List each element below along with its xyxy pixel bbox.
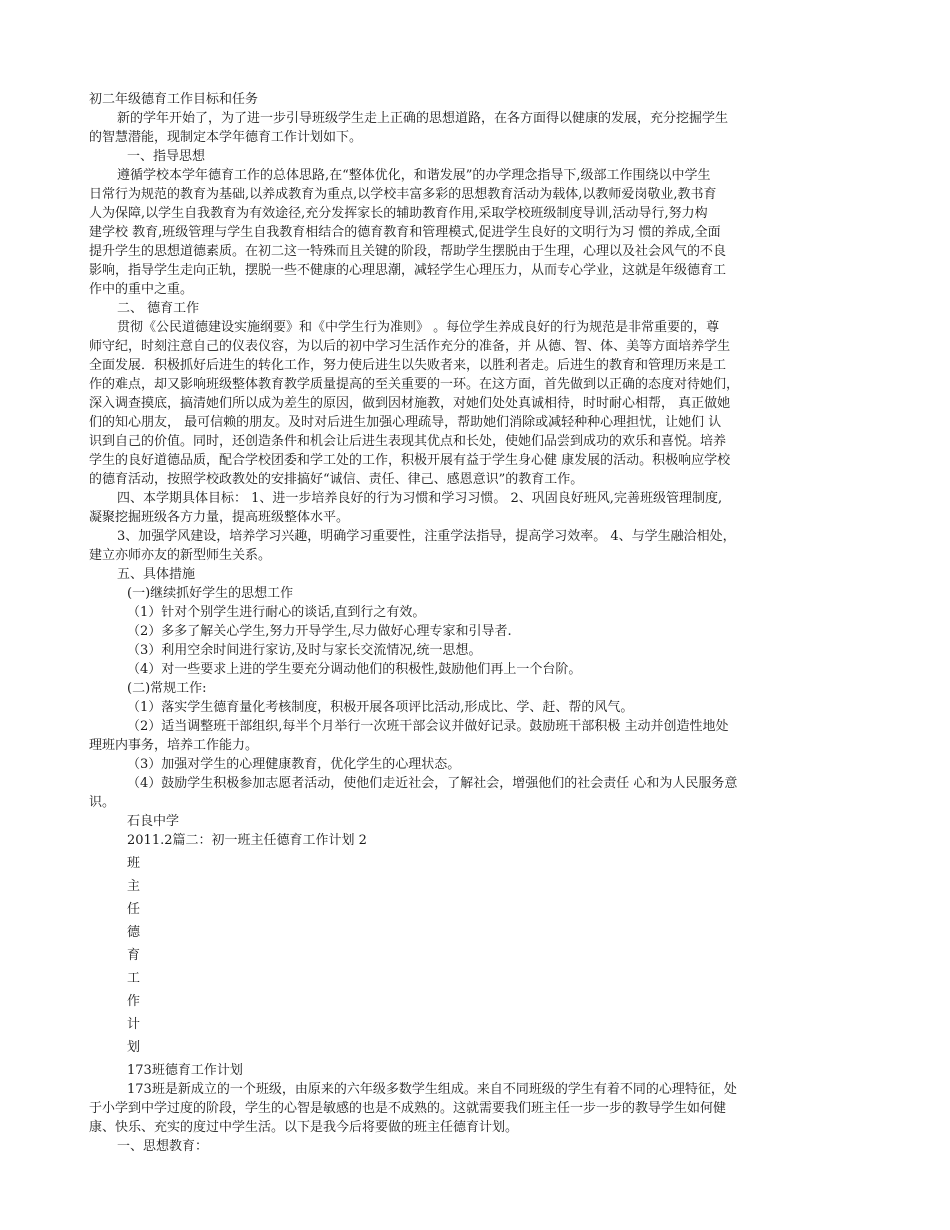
vertical-char: 德 bbox=[127, 925, 141, 940]
school-name: 石良中学 bbox=[127, 814, 180, 829]
paragraph-line: 提升学生的思想道德素质。在初二这一特殊而且关键的阶段，帮助学生摆脱由于生理，心理以及社会风气的不良 bbox=[89, 244, 727, 259]
paragraph-line: 们的知心朋友， 最可信赖的朋友。及时对后进生加强心理疏导，帮助她们消除或减轻种种心理担忧，让她们 认 bbox=[89, 415, 722, 430]
list-item: （1）针对个别学生进行耐心的谈话,直到行之有效。 bbox=[127, 605, 426, 620]
paragraph-line: 作中的重中之重。 bbox=[89, 282, 194, 297]
paragraph-line: 建立亦师亦友的新型师生关系。 bbox=[89, 548, 272, 563]
list-item: （4）对一些要求上进的学生要充分调动他们的积极性,鼓励他们再上一个台阶。 bbox=[127, 662, 582, 677]
paragraph-line: 四、本学期具体目标： 1、进一步培养良好的行为习惯和学习习惯。 2、巩固良好班风,完善班级管理制度, bbox=[117, 491, 723, 506]
paragraph-line: 的德育活动，按照学校政教处的安排搞好“诚信、责任、律己、感恩意识”的教育工作。 bbox=[89, 472, 584, 487]
list-item: （1）落实学生德育量化考核制度，积极开展各项评比活动,形成比、学、赶、帮的风气。 bbox=[127, 700, 634, 715]
paragraph-line: 日常行为规范的教育为基础,以养成教育为重点,以学校丰富多彩的思想教育活动为载体,以教师爱岗敬业,教书育 bbox=[89, 187, 717, 202]
paragraph-line: 学生的良好道德品质，配合学校团委和学工处的工作，积极开展有益于学生身心健 康发展的活动。积极响应学校 bbox=[89, 453, 731, 468]
vertical-char: 作 bbox=[127, 994, 141, 1009]
subsection-heading: (一)继续抓好学生的思想工作 bbox=[127, 586, 294, 601]
paragraph-line: 新的学年开始了，为了进一步引导班级学生走上正确的思想道路，在各方面得以健康的发展，充分挖掘学生 bbox=[117, 111, 729, 126]
paragraph-line: 作的难点，却又影响班级整体教育教学质量提高的至关重要的一环。在这方面，首先做到以正确的态度对待她们， bbox=[89, 377, 740, 392]
paragraph-line: 凝聚挖掘班级各方力量，提高班级整体水平。 bbox=[89, 510, 350, 525]
list-item: （2）适当调整班干部组织,每半个月举行一次班干部会议并做好记录。鼓励班干部积极 主动并创造性地处 bbox=[127, 719, 729, 734]
paragraph-line: 识到自己的价值。同时，还创造条件和机会让后进生表现其优点和长处，使她们品尝到成功的欢乐和喜悦。培养 bbox=[89, 434, 727, 449]
paragraph-line: 深入调查摸底，搞清她们所以成为差生的原因，做到因材施教，对她们处处真诚相待，时时耐心相帮， 真正做她 bbox=[89, 396, 731, 411]
section-heading: 二、 德育工作 bbox=[117, 301, 200, 316]
list-item: （3）利用空余时间进行家访,及时与家长交流情况,统一思想。 bbox=[127, 643, 482, 658]
vertical-char: 划 bbox=[127, 1040, 141, 1055]
paragraph-line: 贯彻《公民道德建设实施纲要》和《中学生行为准则》 。每位学生养成良好的行为规范是非常重要的，尊 bbox=[117, 320, 720, 335]
paragraph-line: 173班是新成立的一个班级，由原来的六年级多数学生组成。来自不同班级的学生有着不同的心理特征，处 bbox=[127, 1082, 737, 1097]
section-heading: 一、指导思想 bbox=[127, 149, 206, 164]
paragraph-line: 康、快乐、充实的度过中学生活。以下是我今后将要做的班主任德育计划。 bbox=[89, 1120, 519, 1135]
section-heading: 一、思想教育： bbox=[117, 1139, 209, 1154]
vertical-char: 工 bbox=[127, 971, 141, 986]
subsection-heading: (二)常规工作: bbox=[127, 681, 207, 696]
paragraph-line: 影响，指导学生走向正轨，摆脱一些不健康的心理思潮，减轻学生心理压力，从而专心学业，这就是年级德育工 bbox=[89, 263, 727, 278]
paragraph-line: 建学校 教育,班级管理与学生自我教育相结合的德育教育和管理模式,促进学生良好的文明行为习 惯的养成,全面 bbox=[89, 225, 721, 240]
list-item: （2）多多了解关心学生,努力开导学生,尽力做好心理专家和引导者. bbox=[127, 624, 512, 639]
paragraph-line: 识。 bbox=[89, 795, 116, 810]
document-title: 初二年级德育工作目标和任务 bbox=[89, 92, 259, 107]
vertical-char: 计 bbox=[127, 1017, 141, 1032]
paragraph-line: 于小学到中学过度的阶段，学生的心智是敏感的也是不成熟的。这就需要我们班主任一步一步的教导学生如何健 bbox=[89, 1101, 727, 1116]
paragraph-line: 人为保障,以学生自我教育为有效途径,充分发挥家长的辅助教育作用,采取学校班级制度导训,活动导行,努力构 bbox=[89, 206, 708, 221]
vertical-char: 主 bbox=[127, 879, 141, 894]
paragraph-line: 3、加强学风建设，培养学习兴趣，明确学习重要性，注重学法指导，提高学习效率。 4、与学生融洽相处， bbox=[117, 529, 736, 544]
list-item: （3）加强对学生的心理健康教育，优化学生的心理状态。 bbox=[127, 757, 461, 772]
vertical-char: 任 bbox=[127, 902, 141, 917]
vertical-char: 班 bbox=[127, 856, 141, 871]
section-heading: 五、具体措施 bbox=[117, 567, 196, 582]
paragraph-line: 理班内事务，培养工作能力。 bbox=[89, 738, 259, 753]
paragraph-line: 的智慧潜能，现制定本学年德育工作计划如下。 bbox=[89, 130, 363, 145]
paragraph-line: 全面发展．积极抓好后进生的转化工作，努力使后进生以失败者来，以胜利者走。后进生的教育和管理历来是工 bbox=[89, 358, 727, 373]
paragraph-line: 遵循学校本学年德育工作的总体思路,在“整体优化，和谐发展”的办学理念指导下,级部工作围绕以中学生 bbox=[117, 168, 711, 183]
section-title: 173班德育工作计划 bbox=[127, 1063, 243, 1078]
paragraph-line: 师守纪，时刻注意自己的仪表仪容，为以后的初中学习生活作充分的准备，并 从德、智、体、美等方面培养学生 bbox=[89, 339, 731, 354]
date-line: 2011.2篇二：初一班主任德育工作计划 2 bbox=[127, 833, 367, 848]
vertical-char: 育 bbox=[127, 948, 141, 963]
list-item: （4）鼓励学生积极参加志愿者活动，使他们走近社会，了解社会，增强他们的社会责任 心和为人民服务意 bbox=[127, 776, 738, 791]
